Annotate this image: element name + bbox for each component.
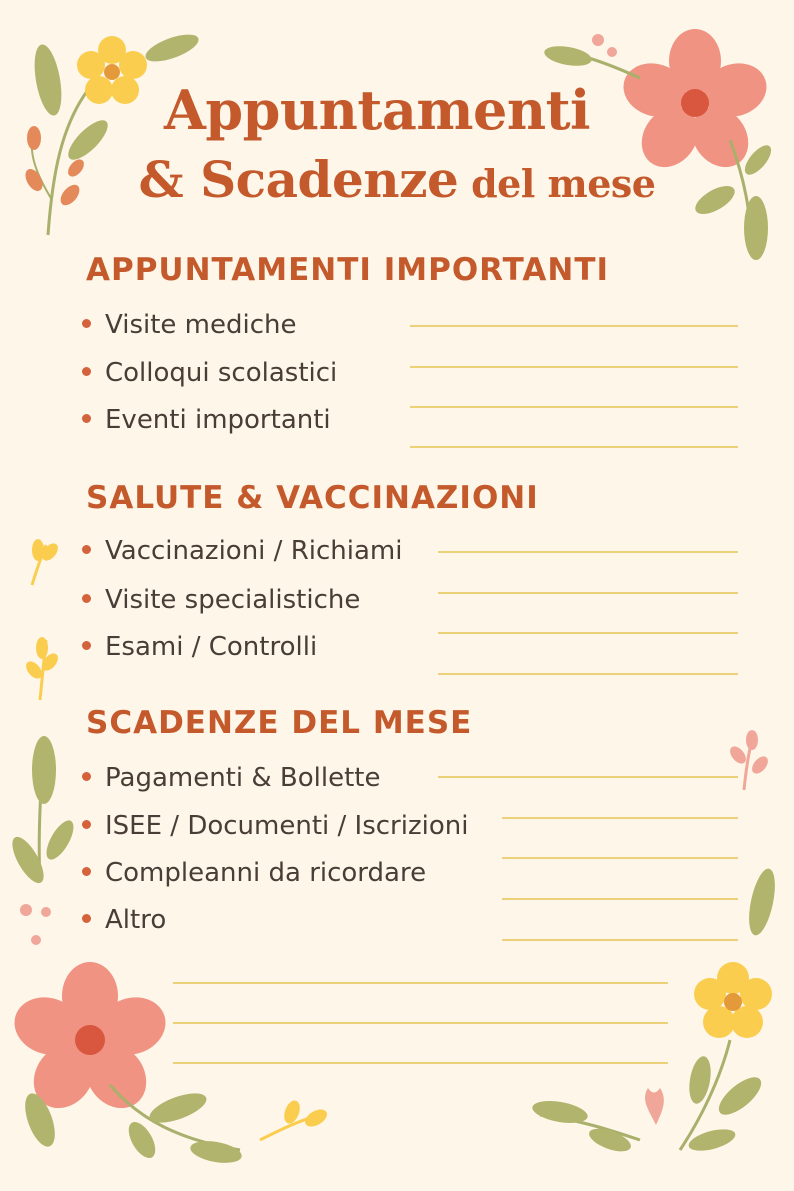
bullet-icon	[82, 641, 91, 650]
write-line[interactable]	[410, 366, 738, 368]
leaf-icon	[531, 1040, 767, 1156]
list-item: ISEE / Documenti / Iscrizioni	[82, 811, 468, 841]
bullet-icon	[82, 772, 91, 781]
write-line[interactable]	[502, 817, 738, 819]
section-heading-salute: SALUTE & VACCINAZIONI	[86, 480, 539, 516]
write-line[interactable]	[173, 1062, 668, 1064]
write-line[interactable]	[502, 898, 738, 900]
list-item: Pagamenti & Bollette	[82, 763, 380, 793]
subtitle-small: del mese	[458, 161, 656, 206]
list-item: Altro	[82, 905, 166, 935]
bullet-icon	[82, 414, 91, 423]
write-line[interactable]	[438, 592, 738, 594]
bullet-icon	[82, 594, 91, 603]
write-line[interactable]	[173, 982, 668, 984]
list-item: Colloqui scolastici	[82, 358, 337, 388]
subtitle-main: & Scadenze	[138, 150, 459, 209]
bullet-icon	[82, 820, 91, 829]
write-line[interactable]	[173, 1022, 668, 1024]
list-item: Esami / Controlli	[82, 632, 317, 662]
page-subtitle	[0, 150, 794, 209]
write-line[interactable]	[438, 551, 738, 553]
list-item: Visite mediche	[82, 310, 296, 340]
bullet-icon	[82, 867, 91, 876]
list-item: Compleanni da ricordare	[82, 858, 426, 888]
write-line[interactable]	[438, 776, 738, 778]
write-line[interactable]	[410, 446, 738, 448]
write-line[interactable]	[438, 632, 738, 634]
write-line[interactable]	[502, 939, 738, 941]
flower-icon	[694, 962, 772, 1038]
leaf-icon	[6, 736, 78, 945]
page-title: Appuntamenti	[163, 78, 591, 142]
write-line[interactable]	[410, 325, 738, 327]
bullet-icon	[82, 367, 91, 376]
write-line[interactable]	[502, 857, 738, 859]
list-item: Vaccinazioni / Richiami	[82, 536, 402, 566]
bullet-icon	[82, 914, 91, 923]
sprig-icon	[727, 730, 780, 938]
bullet-icon	[82, 319, 91, 328]
list-item: Eventi importanti	[82, 405, 331, 435]
sprig-icon	[23, 539, 61, 700]
section-heading-appuntamenti: APPUNTAMENTI IMPORTANTI	[86, 252, 610, 288]
list-item: Visite specialistiche	[82, 585, 360, 615]
write-line[interactable]	[438, 673, 738, 675]
bullet-icon	[82, 545, 91, 554]
section-heading-scadenze: SCADENZE DEL MESE	[86, 705, 473, 741]
write-line[interactable]	[410, 406, 738, 408]
